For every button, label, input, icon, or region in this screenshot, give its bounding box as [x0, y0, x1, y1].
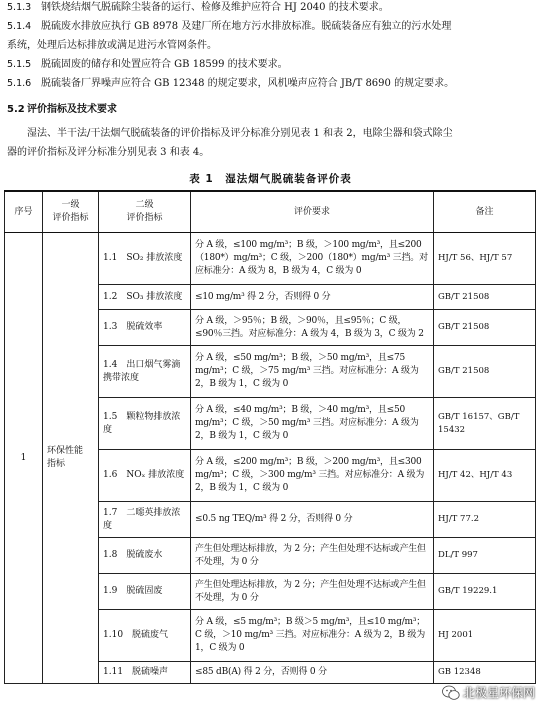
item-cell: 1.5 颗粒物排放浓度 — [99, 398, 191, 450]
remark-cell: HJ/T 56、HJ/T 57 — [434, 233, 536, 285]
item-cell: 1.2 SO₃ 排放浓度 — [99, 285, 191, 310]
remark-cell: GB/T 21508 — [434, 310, 536, 346]
requirement-cell: ≤85 dB(A) 得 2 分，否则得 0 分 — [191, 662, 434, 684]
intro-paragraph-line-2: 器的评价指标及评分标准分别见表 3 和表 4。 — [7, 147, 210, 158]
clause-text: 脱硫装备厂界噪声应符合 GB 12348 的规定要求，风机噪声应符合 JB/T 8690 的规定要求。 — [41, 78, 455, 89]
item-cell: 1.7 二噁英排放浓度 — [99, 502, 191, 538]
requirement-cell: 分 A 级，＞95％；B 级，＞90％，且≤95％；C 级，≤90％三挡。对应标准分：A 级为 4，B 级为 3，C 级为 2 — [191, 310, 434, 346]
header-level1 — [43, 191, 99, 233]
table-caption: 表 1 湿法烟气脱硫装备评价表 — [189, 173, 352, 185]
clause-text: 脱硫废水排放应执行 GB 8978 及建厂所在地方污水排放标准。脱硫装备应有独立的污水处理 — [41, 21, 452, 32]
clause-5-1-4 — [7, 19, 451, 34]
requirement-cell: 分 A 级，≤40 mg/m³；B 级，＞40 mg/m³，且≤50 mg/m³；C 级，＞50 mg/m³ 三挡。对应标准分：A 级为 2，B 级为 1，C 级为 0 — [191, 398, 434, 450]
item-cell: 1.9 脱硫固废 — [99, 574, 191, 610]
clause-5-1-4-continuation: 系统，处理后达标排放或满足进污水管网条件。 — [7, 40, 217, 51]
remark-cell: GB/T 19229.1 — [434, 574, 536, 610]
clause-number: 5.1.4 — [7, 21, 32, 32]
seq-cell: 1 — [5, 233, 43, 684]
remark-cell: HJ 2001 — [434, 610, 536, 662]
header-remark: 备注 — [434, 191, 536, 233]
table-header-row — [5, 191, 536, 233]
clause-number: 5.1.5 — [7, 59, 32, 70]
requirement-cell: ≤10 mg/m³ 得 2 分，否则得 0 分 — [191, 285, 434, 310]
item-cell: 1.6 NOₓ 排放浓度 — [99, 450, 191, 502]
header-level2-text: 二级 评价指标 — [126, 200, 163, 223]
header-seq: 序号 — [5, 191, 43, 233]
item-cell: 1.8 脱硫废水 — [99, 538, 191, 574]
requirement-cell: 产生但处理达标排放，为 2 分；产生但处理不达标或产生但不处理，为 0 分 — [191, 538, 434, 574]
requirement-cell: ≤0.5 ng TEQ/m³ 得 2 分，否则得 0 分 — [191, 502, 434, 538]
item-cell: 1.4 出口烟气雾滴携带浓度 — [99, 346, 191, 398]
remark-cell: DL/T 997 — [434, 538, 536, 574]
remark-cell: GB/T 16157、GB/T 15432 — [434, 398, 536, 450]
level1-text: 环保性能 指标 — [47, 446, 84, 469]
table-row — [5, 233, 536, 285]
clause-text: 钢铁烧结烟气脱硫除尘装备的运行、检修及维护应符合 HJ 2040 的技术要求。 — [41, 2, 389, 13]
requirement-cell: 产生但处理达标排放，为 2 分；产生但处理不达标或产生但不处理，为 0 分 — [191, 574, 434, 610]
requirement-cell: 分 A 级，≤5 mg/m³；B 级＞5 mg/m³，且≤10 mg/m³；C 级，＞10 mg/m³ 三挡。对应标准分：A 级为 2，B 级为 1，C 级为 0 — [191, 610, 434, 662]
remark-cell: GB/T 21508 — [434, 285, 536, 310]
clause-5-1-5 — [7, 57, 288, 72]
remark-cell: GB 12348 — [434, 662, 536, 684]
requirement-cell: 分 A 级，≤50 mg/m³；B 级，＞50 mg/m³，且≤75 mg/m³；C 级，＞75 mg/m³ 三挡。对应标准分：A 级为 2，B 级为 1，C 级为 0 — [191, 346, 434, 398]
intro-paragraph-line-1: 湿法、半干法/干法烟气脱硫装备的评价指标及评分标准分别见表 1 和表 2，电除尘器和袋式除尘 — [27, 128, 453, 139]
requirement-cell: 分 A 级，≤200 mg/m³；B 级，＞200 mg/m³，且≤300 mg/m³；C 级，＞300 mg/m³ 三挡。对应标准分：A 级为 2，B 级为 1，C 级为 0 — [191, 450, 434, 502]
watermark-text: 北极星环保网 — [462, 686, 535, 700]
remark-cell: HJ/T 77.2 — [434, 502, 536, 538]
requirement-cell: 分 A 级，≤100 mg/m³；B 级，＞100 mg/m³，且≤200（180*）mg/m³；C 级，＞200（180*）mg/m³ 三挡。对应标准分：A 级为 8，B 级为 4，C 级为 0 — [191, 233, 434, 285]
remark-cell: GB/T 21508 — [434, 346, 536, 398]
item-cell: 1.3 脱硫效率 — [99, 310, 191, 346]
level1-cell — [43, 233, 99, 684]
section-number: 5.2 — [7, 104, 25, 115]
header-level2 — [99, 191, 191, 233]
remark-cell: HJ/T 42、HJ/T 43 — [434, 450, 536, 502]
clause-text: 脱硫固废的储存和处置应符合 GB 18599 的技术要求。 — [41, 59, 288, 70]
evaluation-table — [4, 190, 536, 684]
item-cell: 1.10 脱硫废气 — [99, 610, 191, 662]
clause-5-1-3 — [7, 0, 389, 15]
header-requirement: 评价要求 — [191, 191, 434, 233]
clause-number: 5.1.6 — [7, 78, 32, 89]
item-cell: 1.1 SO₂ 排放浓度 — [99, 233, 191, 285]
section-heading — [7, 100, 117, 115]
section-title: 评价指标及技术要求 — [27, 104, 117, 115]
clause-number: 5.1.3 — [7, 2, 32, 13]
item-cell: 1.11 脱硫噪声 — [99, 662, 191, 684]
clause-5-1-6 — [7, 76, 454, 91]
watermark — [442, 684, 535, 701]
wechat-icon — [442, 685, 460, 701]
header-level1-text: 一级 评价指标 — [52, 200, 89, 223]
